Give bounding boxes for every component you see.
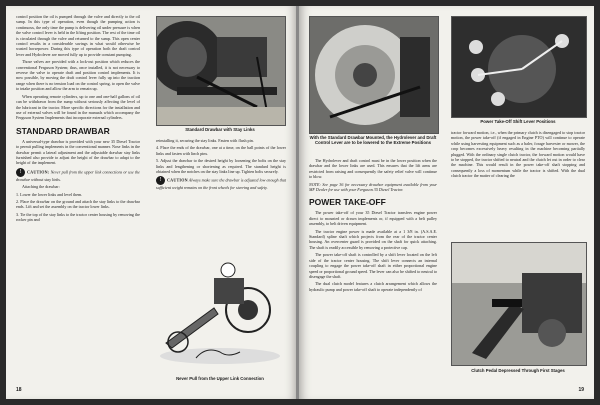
note-paragraph: NOTE: See page 36 for necessary drawbar equipment available from your MF Dealer for use with your Ferguson 35 Diesel Tractor. [309, 181, 437, 193]
section-heading-standard-drawbar: STANDARD DRAWBAR [16, 125, 110, 136]
page-number-right: 19 [578, 387, 584, 393]
cartoon-illustration [156, 248, 284, 372]
clutch-pedal-caption: Clutch Pedal Depressed Through First Stages [471, 368, 565, 373]
caution-text: Never pull from the upper link connections or use the drawbar without stay links. [16, 169, 140, 182]
body-paragraph: Those valves are provided with a lock-out position which reduces the conventional Ferguson System; thus, once installed, it is not necessary to reverse the valve to operate draft and position control implements. It is now possible, by moving the draft control lever fully up into the traction range when there is no tension load on the control spring, to open the valve to intake position and allow the arm to remain up. [16, 59, 140, 92]
cartoon-caption: Never Pull from the Upper Link Connection [176, 376, 264, 381]
body-paragraph: The dual clutch model features a clutch arrangement which allows the hydraulic pump and power take-off shaft to operate independently of [309, 281, 437, 292]
right-page [299, 6, 594, 399]
caution-label: CAUTION [167, 177, 188, 183]
body-paragraph: The tractor engine power is made available at a 1 3/8 in. (A.S.A.E. Standard) spline shaft which projects from the rear of the tractor center housing. An overcenter guard is provided on the shaft for quick attaching. The shaft is readily accessible by removing a protective cap. [309, 228, 437, 250]
right-column-2 [451, 130, 585, 181]
body-paragraph: reinstalling it, securing the stay links. Fasten with flush pin. [156, 138, 254, 143]
body-paragraph: The power take-off shaft is controlled by a shift lever located on the left side of the tractor center housing. The shift lever connects an internal coupling to engage the power take-off shaft in either proportional engine speed or proportional ground speed. The lever can also be shifted to neutral to disengage the shaft. [309, 252, 437, 279]
left-page [6, 6, 297, 399]
step-item: 2. Place the drawbar on the ground and attach the stay links to the drawbar ends. Lift and set the assembly on the tractor lower links. [16, 198, 140, 210]
hydrolever-photo [309, 16, 439, 134]
pto-shift-lever-caption: Power Take-Off Shift Lever Positions [480, 119, 556, 124]
body-paragraph: tractor forward motion, i.e., when the primary clutch is disengaged to stop tractor motion, the power take-off (if engaged in Engine PTO) will continue to operate while using harvesting equipment such as a baler, forage harvester or mower, the crop becomes excessively heavy resulting in the machine becoming partially plugged. With the ordinary single clutch tractor, the forward motion would have to be stopped, the tractor shifted to neutral and the clutch let out in order to clear the machine. This would result in the power take-off shaft stopping and consequently a loss of momentum while the tractor is shifted. With the dual clutch tractor the matter of clearing the [451, 130, 585, 179]
caution-icon: ! [156, 176, 165, 185]
right-column-1 [309, 158, 437, 294]
clutch-pedal-photo [451, 242, 587, 366]
hydrolever-caption: With the Standard Drawbar Mounted, the Hydrolever and Draft Control Lever are to be lowered to the Extreme Positions [309, 135, 437, 146]
drawbar-photo [156, 16, 286, 126]
body-paragraph: When operating remote cylinders, up to one and one-half gallons of oil can be withdrawn from the sump without seriously affecting the level of the lubricant in the tractor. More specific directions for the installation and use of external valves will be found in the manuals which accompany the Ferguson System Implements that incorporate external cylinders. [16, 93, 140, 121]
body-paragraph: Attaching the drawbar: [22, 184, 60, 190]
caution-note [16, 168, 140, 182]
page-number-left: 18 [16, 387, 22, 393]
left-column-2 [156, 138, 286, 193]
caution-icon: ! [16, 168, 25, 177]
section-heading-power-take-off: POWER TAKE-OFF [309, 197, 386, 208]
body-paragraph: A universal-type drawbar is provided with your new 35 Diesel Tractor to permit pulling implements in the conventional manner. Nose links in the drawbar permit a lateral adjustment and the adjustable drawbar stay links furnished also provide to adjust the height of the drawbar to adapt to the height of the implement. [16, 138, 140, 166]
step-item: 5. Adjust the drawbar to the desired height by loosening the bolts on the stay links and lengthening or shortening as required. The standard height is obtained when the notches on the stay links line up. Tighten bolts securely. [156, 158, 286, 175]
caution-note [156, 176, 286, 190]
caution-label: CAUTION: [27, 169, 50, 175]
step-item: 3. Tie the top of the stay links to the tractor center housing by removing the rocker pin and [16, 211, 140, 223]
caution-text: Always make sure the drawbar is adjusted low enough that sufficient weight remains on the front wheels for steering and safety. [156, 177, 286, 191]
body-paragraph: control position the oil is pumped through the valve and directly to the oil sump. In this type of operation, even though the pumping action is continuous, the only time the pump is delivering oil under pressure is when the valve control lever is held in the lifting position. The rest of the time oil is circulated through the valve and returned to the sump. This open center control results in a considerable savings in what would otherwise be wasted horsepower. During this type of operation both the draft control lever and Hydrolever are moved fully up to provide constant pumping. [16, 14, 140, 57]
left-column-1 [16, 14, 140, 225]
pto-shift-lever-photo [451, 16, 587, 118]
body-paragraph: The Hydrolever and draft control must be in the lower position when the drawbar and the lower links are used. This ensures that the lift arms are restricted from raising and consequently the safety relief valve will continue to blow. [309, 158, 437, 180]
step-item: 1. Lower the lower links and level them. [16, 191, 83, 197]
step-item: 4. Place the ends of the drawbar, one at a time, on the ball points of the lower links and fasten with linch pins. [156, 145, 286, 156]
body-paragraph: The power take-off of your 35 Diesel Tractor transfers engine power direct to mounted or drawn implements or, if equipped with a belt pulley assembly, to belt driven equipment. [309, 210, 437, 227]
drawbar-photo-caption: Standard Drawbar with Stay Links [185, 127, 255, 132]
